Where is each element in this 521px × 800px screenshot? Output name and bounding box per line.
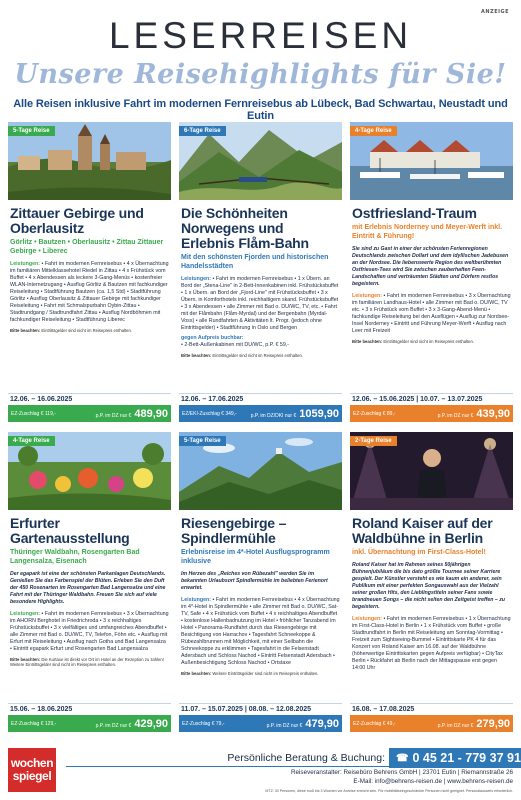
organizer-contact-link[interactable]: E-Mail: info@behrens-reisen.de | www.behrens-reisen.de <box>353 777 513 785</box>
trip-duration-badge: 4-Tage Reise <box>350 126 397 136</box>
trip-duration-badge: 2-Tage Reise <box>350 436 397 446</box>
trip-card-riesengebirge[interactable] <box>179 432 342 732</box>
footer <box>0 742 521 800</box>
trip-price: 279,90 <box>476 717 510 730</box>
trip-card-zittau[interactable] <box>8 122 171 422</box>
trip-price-bar <box>350 405 513 422</box>
trip-dates: 12.06. – 16.06.2025 <box>8 393 171 405</box>
trip-title: Ostfriesland-Traum <box>352 205 477 221</box>
trip-price: 489,90 <box>134 407 168 420</box>
services-heading: Leistungen: <box>181 276 212 282</box>
trip-card-ostfriesland[interactable] <box>350 122 513 422</box>
trip-duration-badge: 6-Tage Reise <box>179 126 226 136</box>
trip-dates: 11.07. – 15.07.2025 | 08.08. – 12.08.2025 <box>179 703 342 715</box>
trip-card-erfurt[interactable] <box>8 432 171 732</box>
trip-services <box>10 261 169 324</box>
trip-photo-riesengebirge <box>179 432 342 510</box>
services-text: • Fahrt im modernen Fernreisebus • 3 x Übernachtung im AHORN Berghotel in Friedrichroda • 3 x reichhaltiges Frühstücksbuffet • 3 x vielfältiges und umfangreiches Abendbuffet • alle Zimmer mit Bad o. DU/WC, TV, Telefon, Föhn etc. • Ausflug mit Erfurt mit Reiseleitung • Ausflug nach Gotha und Bad Langensalza • Eintritt egapark Erfurt und Rosengarten Bad Langensalza <box>10 611 169 652</box>
price-label: p.P. im DZ nur € <box>437 722 474 729</box>
trip-subtitle: mit Erlebnis Norderney und Meyer-Werft inkl. Eintritt & Führung! <box>352 224 503 240</box>
trip-price-bar <box>8 715 171 732</box>
services-heading: Leistungen: <box>10 261 41 267</box>
single-room-surcharge: EZ-Zuschlag € 49,- <box>353 720 396 727</box>
trip-services <box>181 276 340 332</box>
note-text: Eintrittsgelder sind nicht im Reisepreis enthalten. <box>211 353 303 358</box>
trip-price-bar <box>179 715 342 732</box>
trip-services <box>352 293 511 335</box>
trip-title: Roland Kaiser auf der Waldbühne in Berlin <box>352 515 493 546</box>
trip-subtitle: Görlitz • Bautzen • Oberlausitz • Zittau Zittauer Gebirge • Liberec <box>10 239 164 255</box>
trip-duration-badge: 4-Tage Reise <box>8 436 55 446</box>
logo-line-2: spiegel <box>12 769 52 783</box>
services-text: • Fahrt im modernen Fernreisebus • 1 x Übern. an Bord der „Stena-Line" in 2-Bett-Innenkabinen inkl. Frühstücksbuffet • 1 x Übern. an Bord der „Fjord-Line" mit Frühstücksbuffet • 3 x Übern. in Komforthotels inkl. reichhaltigem skand. Frühstücksbuffet • 3 x Abendessen • alle Zimmer mit Bad o. DU/WC, TV, etc. • Fahrt mit der Flåmbahn (Flåm-Myrdal) und der Bergenbahn (Myrdal-Voss) • alle Rundfahrten & Aktivitäten lt. Progr. (jedoch ohne Eintrittsgelder) • Stadtführung in Oslo und Bergen <box>181 276 339 331</box>
services-text: • Fahrt im modernen Fernreisebus • 4 x Übernachtung im familiären Mittelklassehotel Riedel in Zittau • 4 x Frühstück vom Buffet • 4 x Abendessen als leckere 3-Gang-Menüs • kostenfreier WLAN-Internetzugang • Ausflug Görlitz & Bautzen mit fachkundiger Reiseleitung • Stadtführung Bautzen (ca. 1,5 Std) • Stadtführung Görlitz • Ausflug Oberlausitz & Zittauer Gebirge mit fachkundiger Reiseleitung • Fahrt mit Schmalspurbahn Oybin-Zittau • Stadtrundgang / Stadtrundfahrt Zittau • Ausflug Nordböhmen mit fachkundiger Reiseleitung • Stadtführung Liberec <box>10 261 169 323</box>
trip-services <box>181 597 340 667</box>
trip-photo-zittau <box>8 122 171 200</box>
note-text: Weitere Eintrittsgelder sind nicht im Reisepreis enthalten. <box>211 671 319 676</box>
trip-note <box>10 657 169 667</box>
trip-intro: Im Herzen des „Reiches von Rübezahl" werden Sie im bekannten Urlaubsort Spindlermühle im beliebten Ferienort erwartet. <box>181 571 328 591</box>
price-label: p.P. im DZ nur € <box>95 412 132 419</box>
trip-card-roland-kaiser[interactable] <box>350 432 513 732</box>
note-text: Die Kurtaxe ist direkt vor Ort im Hotel an der Rezeption zu zahlen! Weitere Eintrittsgelder sind nicht im Reisepreis enthalten. <box>10 657 164 667</box>
note-heading: Bitte beachten: <box>10 657 41 662</box>
trip-note <box>352 339 511 344</box>
trip-card-norwegen[interactable] <box>179 122 342 422</box>
masthead <box>0 0 521 122</box>
trip-services <box>352 616 511 672</box>
organizer-address: Reiseveranstalter: Reisebüro Behrens GmbH | 23701 Eutin | Riemannstraße 26 <box>290 769 513 776</box>
trip-dates: 12.06. – 15.06.2025 | 10.07. – 13.07.2025 <box>350 393 513 405</box>
single-room-surcharge: EZ/EKI-Zuschlag € 349,- <box>182 410 237 417</box>
logo-line-1: wochen <box>10 756 54 770</box>
price-label: p.P. im DZ nur € <box>437 412 474 419</box>
price-label: p.P. im DZ/DKI nur € <box>250 412 297 419</box>
price-label: p.P. im DZ nur € <box>266 722 303 729</box>
trip-subtitle: Thüringer Waldbahn, Rosengarten Bad Langensalza, Eisenach <box>10 549 140 565</box>
note-heading: Bitte beachten: <box>181 671 212 676</box>
note-heading: Bitte beachten: <box>10 328 41 333</box>
trip-subtitle: Mit den schönsten Fjorden und historischen Handelsstädten <box>181 254 329 270</box>
trip-price: 1059,90 <box>299 407 339 420</box>
note-heading: Bitte beachten: <box>352 339 383 344</box>
trip-grid <box>8 122 513 732</box>
note-text: Eintrittsgelder sind nicht im Reisepreis enthalten. <box>382 339 474 344</box>
services-text: • Fahrt im modernen Fernreisebus • 3 x Übernachtung im familiären Landhaus-Hotel • alle Zimmer mit Bad o. DU/WC, TV etc. • 3 x Frühstück vom Buffet • 3 x 3-Gang-Abend-Menü • fachkundige Reiseleitung bei den Ausflügen • Ausflug zur Nordsee-Insel Norderney • Eintritt und Führung Meyer-Werft • Ausflug nach Leer mit Freizeit <box>352 293 511 334</box>
extra-text: • 2-Bett-Außenkabinen mit DU/WC, p.P. € 59,- <box>181 342 290 348</box>
trip-duration-badge: 5-Tage Reise <box>8 126 55 136</box>
trip-photo-roland-kaiser <box>350 432 513 510</box>
trip-intro: Der egapark ist eine der schönsten Parkanlagen Deutschlands. Genießen Sie das Farbenspiel der Blüten. Erleben Sie den Duft der 450 Rosenarten im Rosengarten Bad Langensalza und eine Fahrt mit der Thüringer Waldbahn. Freuen Sie sich auf viele besondere Highlights. <box>10 571 166 605</box>
trip-photo-norwegen <box>179 122 342 200</box>
trip-price-bar <box>350 715 513 732</box>
single-room-surcharge: EZ-Zuschlag € 79,- <box>182 720 225 727</box>
anzeige-label: ANZEIGE <box>481 9 509 15</box>
wochenspiegel-logo[interactable] <box>8 748 56 792</box>
trip-price-bar <box>179 405 342 422</box>
page-tagline: Unsere Reisehighlights für Sie! <box>14 59 507 90</box>
trip-services <box>10 611 169 653</box>
trip-note <box>181 671 340 676</box>
services-text: • Fahrt im modernen Fernreisebus • 4 x Übernachtung im 4*-Hotel in Spindlermühle • alle Zimmer mit Bad o. DU/WC, Sat-TV, Safe • 4 x Frühstück vom Buffet • 4 x reichhaltiges Abendbuffet • kostenlose Hallenbadnutzung im Hotel • fröhlicher Tanzabend im Hotel • Panorama-Rundfahrt durch das Riesengebirge mit Besichtigung von Harrachov • Tagesfahrt Schneekoppe & Rübezahlbrunnen mit Möglichkeit, mit einer Seilbahn die Schneekoppe zu erklimmen • Tagesfahrt in die Felsenstadt Adersbach und Schloss Nachod • Eintritt Felsenstadt Adersbach • Außenbesichtigung Schloss Nachod • Ortstaxe <box>181 597 340 666</box>
trip-title: Erfurter Gartenausstellung <box>10 515 130 546</box>
trip-intro: Roland Kaiser hat im Rahmen seines 50jährigen Bühnenjubiläum die bis dato größte Tournee seiner Karriere gespielt. Der Künstler versteht es wie kaum ein anderer, sein Publikum mit einer perfekten Songauswahl aus der Vielzahl seiner großen Hits, den Lieblingstiteln seiner Fans sowie brandneuen Songs – die nicht selten den Zeitgeist treffen – zu begeistern. <box>352 562 505 610</box>
note-text: Eintrittsgelder sind nicht im Reisepreis enthalten. <box>40 328 132 333</box>
services-heading: Leistungen: <box>352 616 383 622</box>
disclaimer: MTZ: 30 Personen, diese muß bis 3 Wochen vor Anreise erreicht sein. Für mobilitätseingeschränkte Personen nicht geeignet. Personalausweis erforderlich. <box>265 789 513 793</box>
footer-divider <box>66 766 513 767</box>
organizer-info <box>291 769 513 786</box>
trip-price: 429,90 <box>134 717 168 730</box>
trip-note <box>10 328 169 333</box>
trip-price-bar <box>8 405 171 422</box>
trip-price: 479,90 <box>305 717 339 730</box>
price-label: p.P. im DZ nur € <box>95 722 132 729</box>
trip-title: Riesengebirge – Spindlermühle <box>181 515 287 546</box>
services-heading: Leistungen: <box>352 293 383 299</box>
phone-number: 0 45 21 - 779 37 91 <box>412 751 521 765</box>
trip-price: 439,90 <box>476 407 510 420</box>
trip-dates: 15.06. – 18.06.2025 <box>8 703 171 715</box>
note-heading: Bitte beachten: <box>181 353 212 358</box>
trip-dates: 12.06. – 17.06.2025 <box>179 393 342 405</box>
services-text: • Fahrt im modernen Fernreisebus • 1 x Übernachtung im First-Class-Hotel in Berlin • 1 x Frühstück vom Buffet • große Stadtrundfahrt in Berlin mit Reiseleitung am Sonntag-Vormittag • Freizeit zum Sightseeing-Bummel • Eintrittskarte PK 4 für das Konzert von Roland Kaiser am 16.08. auf der Waldbühne (höherwertige Eintrittskarten gegen Aufpreis verfügbar) • CityTax Berlin • Rückfahrt ab Berlin nach der Mittagspause erst gegen 14:00 Uhr <box>352 616 511 671</box>
page-subtitle: Alle Reisen inklusive Fahrt im modernen Fernreisebus ab Lübeck, Bad Schwartau, Neustadt und Eutin <box>13 98 508 122</box>
extra-heading: gegen Aufpreis buchbar: <box>181 335 244 341</box>
trip-intro: Sie sind zu Gast in einer der schönsten Ferienregionen Deutschlands zwischen Dollart und dem idyllischen Jadebusen an der Nordsee. Die liebenswerte Region des weltberühmten Ostfriesen-Tees wird Sie zwischen zauberhaften Feen-Landschaften und verträumten Städten und Dörfern restlos begeistern. <box>352 246 509 287</box>
trip-title: Zittauer Gebirge und Oberlausitz <box>10 205 144 236</box>
single-room-surcharge: EZ-Zuschlag € 119,- <box>11 410 56 417</box>
services-heading: Leistungen: <box>10 611 41 617</box>
single-room-surcharge: EZ-Zuschlag € 89,- <box>353 410 396 417</box>
phone-icon: ☎ <box>396 752 409 764</box>
trip-duration-badge: 5-Tage Reise <box>179 436 226 446</box>
services-heading: Leistungen: <box>181 597 212 603</box>
trip-photo-ostfriesland <box>350 122 513 200</box>
trip-photo-erfurt <box>8 432 171 510</box>
trip-title: Die Schönheiten Norwegens und Erlebnis Flåm-Bahn <box>181 205 309 251</box>
phone-number-button[interactable] <box>389 748 521 768</box>
single-room-surcharge: EZ-Zuschlag € 129,- <box>11 720 57 727</box>
page-title: LESERREISEN <box>108 15 413 56</box>
trip-subtitle: inkl. Übernachtung im First-Class-Hotel! <box>352 549 486 556</box>
trip-subtitle: Erlebnisreise im 4*-Hotel Ausflugsprogramm inklusive <box>181 549 330 565</box>
trip-dates: 16.08. – 17.08.2025 <box>350 703 513 715</box>
contact-label: Persönliche Beratung & Buchung: <box>227 752 385 764</box>
trip-note <box>181 353 340 358</box>
